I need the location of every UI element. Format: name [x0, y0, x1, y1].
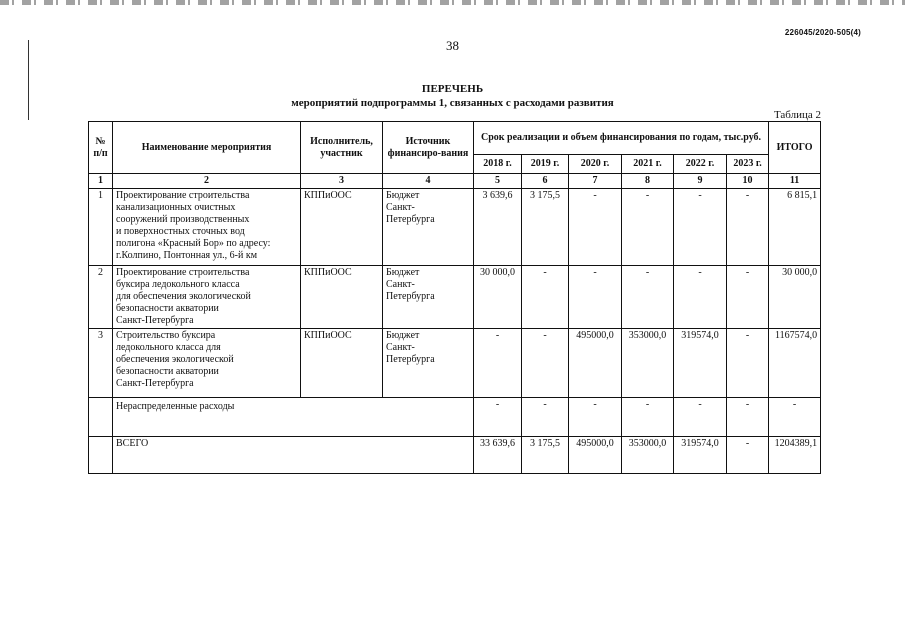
row-y2018: 3 639,6 — [474, 189, 522, 266]
column-number-row — [89, 174, 821, 189]
row-name: Проектирование строительства буксира ледокольного класса для обеспечения экологической безопасности акватории Санкт-Петербурга — [113, 266, 301, 329]
row-source: Бюджет Санкт- Петербурга — [383, 266, 474, 329]
column-number: 7 — [569, 174, 622, 189]
row-y2022: - — [674, 189, 727, 266]
column-number: 9 — [674, 174, 727, 189]
measures-table — [88, 121, 821, 474]
header-total: ИТОГО — [769, 122, 821, 174]
column-number: 1 — [89, 174, 113, 189]
header-year: 2018 г. — [474, 155, 522, 174]
column-number: 5 — [474, 174, 522, 189]
row-name: Нераспределенные расходы — [113, 398, 474, 437]
row-total: - — [769, 398, 821, 437]
table-row — [89, 329, 821, 398]
row-y2021: 353000,0 — [622, 437, 674, 474]
row-num — [89, 437, 113, 474]
row-num: 3 — [89, 329, 113, 398]
table-row — [89, 398, 821, 437]
row-y2019: - — [522, 398, 569, 437]
row-y2023: - — [727, 266, 769, 329]
column-number: 2 — [113, 174, 301, 189]
table-label: Таблица 2 — [773, 109, 821, 121]
row-y2020: - — [569, 189, 622, 266]
row-y2018: 33 639,6 — [474, 437, 522, 474]
row-total: 30 000,0 — [769, 266, 821, 329]
row-y2023: - — [727, 329, 769, 398]
column-number: 4 — [383, 174, 474, 189]
row-total: 1167574,0 — [769, 329, 821, 398]
header-year: 2020 г. — [569, 155, 622, 174]
header-period: Срок реализации и объем финансирования по годам, тыс.руб. — [474, 122, 769, 155]
header-year: 2023 г. — [727, 155, 769, 174]
document-title — [0, 82, 905, 110]
row-source: Бюджет Санкт- Петербурга — [383, 189, 474, 266]
header-executor: Исполнитель, участник — [301, 122, 383, 174]
row-y2023: - — [727, 437, 769, 474]
row-y2020: 495000,0 — [569, 329, 622, 398]
row-y2020: 495000,0 — [569, 437, 622, 474]
row-y2019: 3 175,5 — [522, 189, 569, 266]
header-year: 2019 г. — [522, 155, 569, 174]
row-num: 1 — [89, 189, 113, 266]
column-number: 3 — [301, 174, 383, 189]
row-y2018: - — [474, 329, 522, 398]
row-executor: КППиООС — [301, 266, 383, 329]
document-code: 226045/2020-505(4) — [784, 28, 861, 37]
row-y2021: - — [622, 398, 674, 437]
row-y2019: - — [522, 266, 569, 329]
table-row — [89, 266, 821, 329]
header-row — [89, 122, 821, 155]
row-y2021: - — [622, 189, 674, 266]
row-y2022: 319574,0 — [674, 329, 727, 398]
row-name: Строительство буксира ледокольного класса для обеспечения экологической безопасности акватории Санкт-Петербурга — [113, 329, 301, 398]
column-number: 10 — [727, 174, 769, 189]
row-y2022: - — [674, 266, 727, 329]
row-y2022: - — [674, 398, 727, 437]
row-total: 6 815,1 — [769, 189, 821, 266]
row-source: Бюджет Санкт- Петербурга — [383, 329, 474, 398]
row-y2021: 353000,0 — [622, 329, 674, 398]
row-executor: КППиООС — [301, 189, 383, 266]
header-name: Наименование мероприятия — [113, 122, 301, 174]
row-y2022: 319574,0 — [674, 437, 727, 474]
column-number: 6 — [522, 174, 569, 189]
header-year: 2022 г. — [674, 155, 727, 174]
column-number: 11 — [769, 174, 821, 189]
title-line-1: ПЕРЕЧЕНЬ — [421, 83, 484, 95]
table-row — [89, 189, 821, 266]
row-name: ВСЕГО — [113, 437, 474, 474]
row-y2023: - — [727, 189, 769, 266]
row-num — [89, 398, 113, 437]
header-num: № п/п — [89, 122, 113, 174]
row-y2020: - — [569, 266, 622, 329]
row-y2023: - — [727, 398, 769, 437]
row-y2018: - — [474, 398, 522, 437]
row-name: Проектирование строительства канализационных очистных сооружений производственных и поверхностных сточных вод полигона «Красный Бор» по адресу: г.Колпино, Понтонная ул., 6-й км — [113, 189, 301, 266]
row-total: 1204389,1 — [769, 437, 821, 474]
header-year: 2021 г. — [622, 155, 674, 174]
row-y2018: 30 000,0 — [474, 266, 522, 329]
row-y2021: - — [622, 266, 674, 329]
row-executor: КППиООС — [301, 329, 383, 398]
column-number: 8 — [622, 174, 674, 189]
row-y2019: 3 175,5 — [522, 437, 569, 474]
page-number: 38 — [446, 38, 459, 53]
row-y2020: - — [569, 398, 622, 437]
row-num: 2 — [89, 266, 113, 329]
table-row-total — [89, 437, 821, 474]
scan-artifact-top — [0, 0, 905, 5]
row-y2019: - — [522, 329, 569, 398]
header-source: Источник финансиро-вания — [383, 122, 474, 174]
title-line-2: мероприятий подпрограммы 1, связанных с расходами развития — [291, 97, 614, 109]
